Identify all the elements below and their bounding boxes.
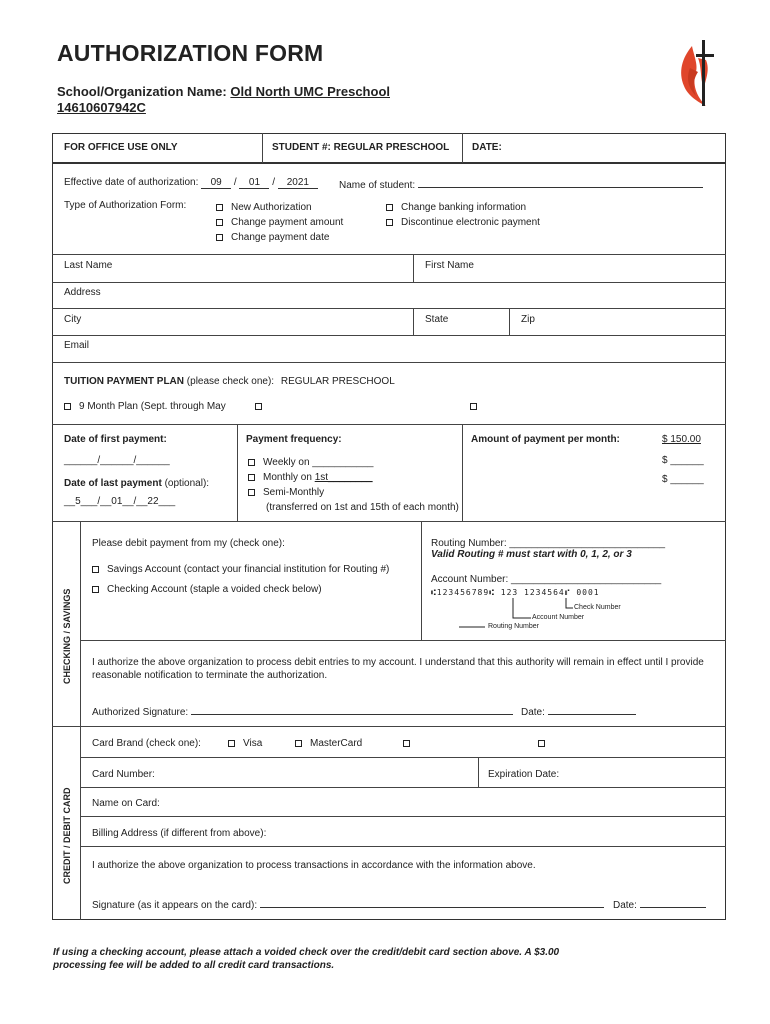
checkbox-icon[interactable]: [64, 403, 71, 410]
checkbox-icon[interactable]: [248, 489, 255, 496]
student-number-label: STUDENT #: REGULAR PRESCHOOL: [272, 142, 450, 153]
card-brand-label: Card Brand (check one):: [92, 738, 201, 749]
address-label[interactable]: Address: [64, 287, 101, 298]
debit-authorization-text: I authorize the above organization to process debit entries to my account. I understand that this authority will remain in effect until I provide reasonable notification to terminate the authorization.: [92, 657, 704, 681]
account-type-options: [92, 560, 389, 600]
checkbox-icon[interactable]: [248, 459, 255, 466]
auth-type-options-right: [386, 200, 540, 230]
option-change-date[interactable]: Change payment date: [216, 230, 343, 245]
brand-option-4[interactable]: [538, 738, 553, 749]
authorized-signature-label: Authorized Signature:: [92, 707, 189, 718]
last-payment-row: Date of last payment (optional):: [64, 478, 210, 489]
option-checking[interactable]: Checking Account (staple a voided check below): [92, 580, 389, 600]
student-name-field[interactable]: [418, 177, 703, 188]
authorized-signature-row: [92, 704, 513, 718]
checkbox-icon[interactable]: [538, 740, 545, 747]
routing-number-callout: Routing Number: [488, 623, 539, 630]
checkbox-icon[interactable]: [386, 204, 393, 211]
first-payment-label: Date of first payment:: [64, 434, 167, 445]
brand-visa[interactable]: Visa: [228, 738, 262, 749]
checkbox-icon[interactable]: [403, 740, 410, 747]
org-id: 14610607942C: [57, 100, 146, 115]
authorized-signature-field[interactable]: [191, 704, 513, 715]
bank-date-field[interactable]: [548, 704, 636, 715]
effective-date-row: Effective date of authorization: 09 / 01 / 2021: [64, 177, 318, 189]
zip-label[interactable]: Zip: [521, 314, 535, 325]
auth-type-label: Type of Authorization Form:: [64, 200, 187, 211]
card-signature-row: [92, 897, 604, 911]
option-change-banking[interactable]: Change banking information: [386, 200, 540, 215]
billing-address-label[interactable]: Billing Address (if different from above):: [92, 828, 267, 839]
checkbox-icon[interactable]: [295, 740, 302, 747]
card-signature-field[interactable]: [260, 897, 604, 908]
amount-label: Amount of payment per month:: [471, 434, 620, 445]
name-on-card-label[interactable]: Name on Card:: [92, 798, 160, 809]
office-date-label: DATE:: [472, 142, 502, 153]
micr-line: ⑆123456789⑆ 123 1234564⑈ 0001: [431, 588, 600, 597]
form-title: AUTHORIZATION FORM: [57, 40, 324, 66]
option-savings[interactable]: Savings Account (contact your financial institution for Routing #): [92, 560, 389, 580]
option-new[interactable]: New Authorization: [216, 200, 343, 215]
card-signature-label: Signature (as it appears on the card):: [92, 900, 258, 911]
effective-date-label: Effective date of authorization:: [64, 177, 199, 188]
brand-mastercard[interactable]: MasterCard: [295, 738, 362, 749]
checkbox-icon[interactable]: [92, 566, 99, 573]
footer-note: If using a checking account, please attach a voided check over the credit/debit card section above. A $3.00 processing fee will be added to all credit card transactions.: [53, 947, 560, 971]
checkbox-icon[interactable]: [216, 234, 223, 241]
auth-type-options-left: [216, 200, 343, 245]
first-name-label[interactable]: First Name: [425, 260, 474, 271]
frequency-label: Payment frequency:: [246, 434, 342, 445]
state-label[interactable]: State: [425, 314, 449, 325]
eff-year[interactable]: 2021: [278, 177, 318, 189]
card-date-field[interactable]: [640, 897, 706, 908]
checkbox-icon[interactable]: [92, 586, 99, 593]
freq-weekly[interactable]: Weekly on ___________: [248, 455, 459, 470]
option-change-amount[interactable]: Change payment amount: [216, 215, 343, 230]
bank-date-row: [521, 704, 636, 718]
org-line: [57, 84, 390, 99]
freq-monthly[interactable]: Monthly on 1st________: [248, 470, 459, 485]
email-label[interactable]: Email: [64, 340, 90, 351]
checking-savings-side-label: CHECKING / SAVINGS: [62, 588, 72, 684]
amount-1[interactable]: $ 150.00: [662, 434, 701, 445]
account-number-callout: Account Number: [532, 614, 585, 621]
checkbox-icon[interactable]: [470, 403, 477, 410]
cross-and-flame-logo: [676, 38, 722, 112]
org-name: Old North UMC Preschool: [230, 84, 390, 99]
checkbox-icon[interactable]: [386, 219, 393, 226]
option-discontinue[interactable]: Discontinue electronic payment: [386, 215, 540, 230]
first-payment-field[interactable]: ______/______/______: [64, 455, 170, 466]
routing-number-field[interactable]: Routing Number: ____________________________: [431, 538, 666, 549]
brand-option-3[interactable]: [403, 738, 418, 749]
plan-option-3[interactable]: [470, 401, 485, 412]
bank-date-label: Date:: [521, 707, 545, 718]
checkbox-icon[interactable]: [248, 474, 255, 481]
eff-month[interactable]: 09: [201, 177, 231, 189]
amount-2[interactable]: $ ______: [662, 455, 704, 466]
checkbox-icon[interactable]: [255, 403, 262, 410]
last-payment-label: Date of last payment: [64, 478, 162, 489]
debit-instruction: Please debit payment from my (check one):: [92, 538, 285, 549]
last-payment-field[interactable]: __5___/__01__/__22___: [64, 496, 176, 507]
card-number-label[interactable]: Card Number:: [92, 769, 155, 780]
eff-day[interactable]: 01: [239, 177, 269, 189]
card-date-row: [613, 897, 706, 911]
checkbox-icon[interactable]: [216, 219, 223, 226]
plan-option-9-month[interactable]: 9 Month Plan (Sept. through May: [64, 401, 226, 412]
card-date-label: Date:: [613, 900, 637, 911]
city-label[interactable]: City: [64, 314, 82, 325]
checkbox-icon[interactable]: [228, 740, 235, 747]
credit-debit-side-label: CREDIT / DEBIT CARD: [62, 787, 72, 884]
student-name-label: Name of student:: [339, 180, 416, 191]
semi-monthly-note: (transferred on 1st and 15th of each month): [266, 502, 459, 513]
routing-note: Valid Routing # must start with 0, 1, 2, or 3: [431, 549, 632, 560]
amount-3[interactable]: $ ______: [662, 474, 704, 485]
frequency-options: [248, 455, 459, 515]
expiration-label[interactable]: Expiration Date:: [488, 769, 560, 780]
tuition-plan-value: REGULAR PRESCHOOL: [280, 376, 395, 387]
checkbox-icon[interactable]: [216, 204, 223, 211]
student-name-row: [339, 177, 703, 191]
org-label: School/Organization Name:: [57, 84, 227, 99]
last-name-label[interactable]: Last Name: [64, 260, 113, 271]
office-use-label: FOR OFFICE USE ONLY: [64, 142, 178, 153]
plan-option-2[interactable]: [255, 401, 270, 412]
account-number-field[interactable]: Account Number: ___________________________: [431, 574, 662, 585]
freq-semi-monthly[interactable]: Semi-Monthly: [248, 485, 459, 500]
tuition-plan-row: TUITION PAYMENT PLAN (please check one): REGULAR PRESCHOOL: [64, 376, 395, 387]
card-authorization-text: I authorize the above organization to process transactions in accordance with the information above.: [92, 860, 536, 871]
tuition-plan-label: TUITION PAYMENT PLAN: [64, 376, 185, 387]
check-number-callout: Check Number: [574, 604, 621, 611]
